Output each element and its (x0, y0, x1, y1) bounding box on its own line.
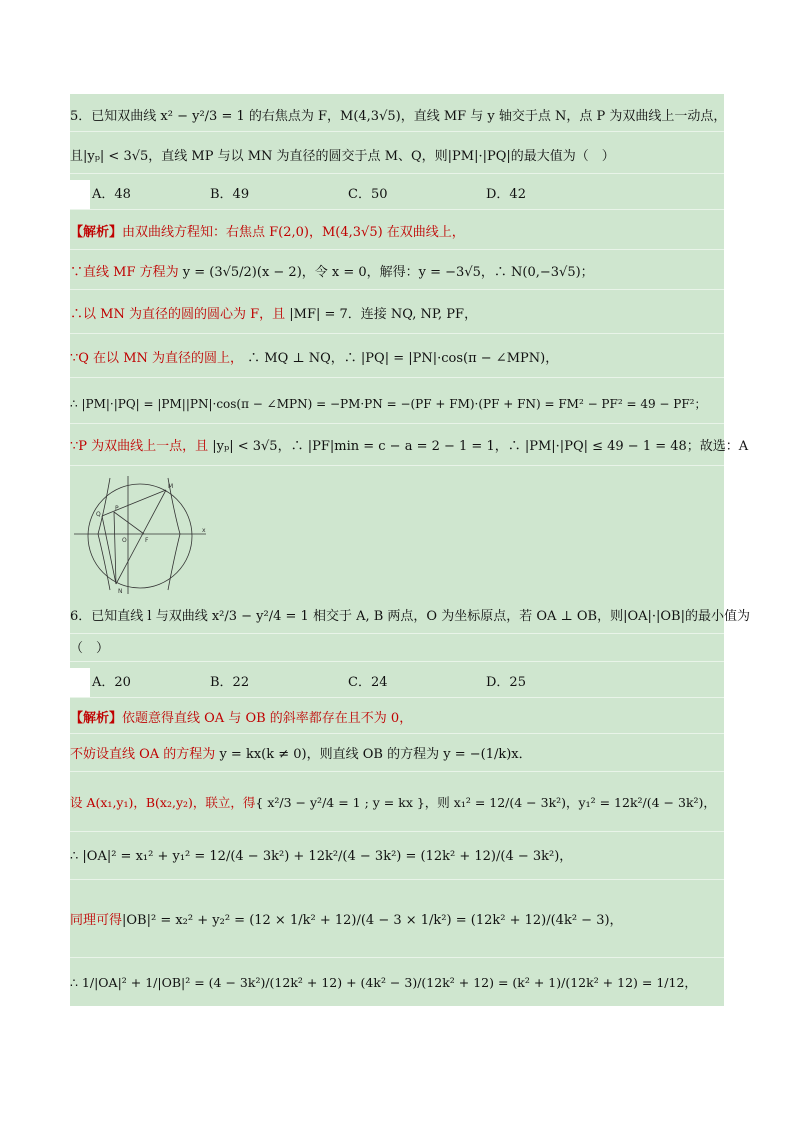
q5-solution-text5: ∴ |PM|·|PQ| = |PM||PN|·cos(π − ∠MPN) = −PM·PN = −(PF + FM)·(PF + FN) = FM² − PF² = 49 − PF²； (70, 397, 707, 411)
q6-option-c[interactable]: C．24 (348, 675, 388, 690)
q6-solution-text1: 依题意得直线 OA 与 OB 的斜率都存在且不为 0， (122, 711, 413, 726)
label-f: F (145, 537, 149, 544)
q5-option-b[interactable]: B．49 (210, 187, 250, 202)
q5-solution-text4b: ∴ MQ ⊥ NQ，∴ |PQ| = |PN|·cos(π − ∠MPN)， (247, 351, 559, 366)
label-m: M (168, 483, 174, 490)
q5-stem-text1: 5．已知双曲线 x² − y²/3 = 1 的右焦点为 F，M(4,3√5)，直线 MF 与 y 轴交于点 N，点 P 为双曲线上一动点， (70, 109, 727, 124)
q6-solution-line3 (70, 776, 724, 832)
q5-stem-text2: 且|yₚ| < 3√5，直线 MP 与以 MN 为直径的圆交于点 M、Q，则|PM|·|PQ|的最大值为（ ） (70, 149, 615, 164)
q6-stem-line1 (70, 600, 750, 634)
q5-solution-text4a: ∵Q 在以 MN 为直径的圆上， (70, 351, 244, 366)
q6-solution-line6 (70, 962, 724, 1006)
segment-pn (114, 512, 116, 584)
q5-option-a[interactable]: A．48 (92, 187, 131, 202)
q5-solution-line1 (70, 216, 724, 250)
q5-option-d[interactable]: D．42 (486, 187, 526, 202)
q5-solution-line6 (70, 428, 749, 466)
q5-solution-line5 (70, 384, 724, 424)
q5-solution-text3a: ∴以 MN 为直径的圆的圆心为 F，且 (70, 307, 286, 322)
circle (88, 484, 192, 588)
q5-solution-line2 (70, 256, 724, 290)
q6-solution-text5a: 同理可得 (70, 913, 123, 928)
q5-solution-text1: 由双曲线方程知：右焦点 F(2,0)，M(4,3√5) 在双曲线上， (122, 225, 465, 240)
q6-options (70, 668, 724, 698)
q5-option-c[interactable]: C．50 (348, 187, 388, 202)
q6-option-a[interactable]: A．20 (92, 675, 131, 690)
q6-solution-text2c: y = −(1/k)x． (443, 747, 532, 762)
q6-solution-text3b: { x²/3 − y²/4 = 1 ; y = kx }，则 x₁² = 12/(4 − 3k²)，y₁² = 12k²/(4 − 3k²)， (255, 795, 716, 810)
q6-stem-text2: （ ） (70, 641, 110, 656)
q6-solution-text2b: y = kx(k ≠ 0)，则直线 OB 的方程为 (219, 747, 440, 762)
q6-solution-line2 (70, 738, 724, 772)
q6-solution-text5b: |OB|² = x₂² + y₂² = (12 × 1/k² + 12)/(4 − 3 × 1/k²) = (12k² + 12)/(4k² − 3)， (122, 913, 623, 928)
q5-stem-line1 (70, 104, 727, 132)
q5-solution-text3b: |MF| = 7．连接 NQ, NP, PF， (289, 307, 478, 322)
q5-solution-line4 (70, 340, 724, 378)
label-n: N (118, 588, 123, 595)
label-o: O (122, 537, 127, 544)
label-x: x (202, 527, 206, 534)
label-p: P (115, 505, 119, 512)
q6-solution-text3a: 设 A(x₁,y₁)，B(x₂,y₂)，联立，得 (70, 795, 256, 810)
q6-stem-text1: 6．已知直线 l 与双曲线 x²/3 − y²/4 = 1 相交于 A, B 两点，O 为坐标原点，若 OA ⊥ OB，则|OA|·|OB|的最小值为 (70, 609, 750, 624)
q5-solution-text2a: ∵直线 MF 方程为 (70, 265, 179, 280)
q6-option-b[interactable]: B．22 (210, 675, 250, 690)
q6-option-d[interactable]: D．25 (486, 675, 526, 690)
segment-mq (102, 490, 166, 516)
q6-solution-line5 (70, 884, 724, 958)
q5-solution-text2b: y = (3√5/2)(x − 2)，令 x = 0，解得：y = −3√5，∴ N(0,−3√5)； (182, 265, 594, 280)
hyperbola-circle-figure (70, 472, 724, 596)
q6-stem-line2 (70, 638, 724, 662)
q5-options (70, 180, 724, 210)
q5-solution-line3 (70, 296, 724, 334)
q6-solution-text6: ∴ 1/|OA|² + 1/|OB|² = (4 − 3k²)/(12k² + 12) + (4k² − 3)/(12k² + 12) = (k² + 1)/(12k² + 12) = 1/12， (70, 975, 697, 990)
segment-pf (114, 512, 144, 534)
q6-solution-line1 (70, 704, 724, 734)
label-q: Q (96, 511, 101, 518)
q6-solution-line4 (70, 836, 724, 880)
q5-solution-tag: 【解析】 (70, 225, 123, 240)
q5-stem-line2 (70, 140, 724, 174)
q6-solution-text2a: 不妨设直线 OA 的方程为 (70, 747, 216, 762)
q5-solution-text6a: ∵P 为双曲线上一点，且 (70, 439, 209, 454)
q6-solution-tag: 【解析】 (70, 711, 123, 726)
q6-solution-text4: ∴ |OA|² = x₁² + y₁² = 12/(4 − 3k²) + 12k²/(4 − 3k²) = (12k² + 12)/(4 − 3k²)， (70, 849, 573, 864)
q5-solution-text6b: |yₚ| < 3√5，∴ |PF|min = c − a = 2 − 1 = 1，∴ |PM|·|PQ| ≤ 49 − 1 = 48；故选：A (212, 439, 749, 454)
